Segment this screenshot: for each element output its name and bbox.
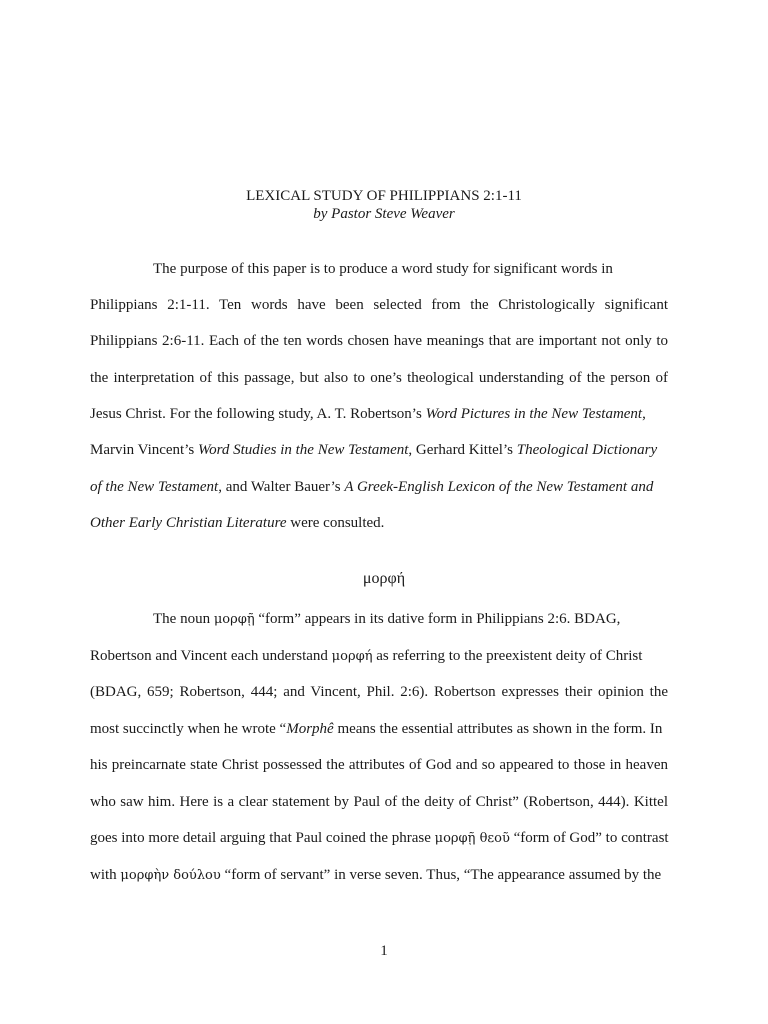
morphe-line-2: [90, 646, 642, 666]
book-title-theological-dictionary: Theological Dictionary: [516, 442, 658, 458]
morphe-line-7-text-a: goes into more detail arguing that Paul coined the phrase: [90, 830, 435, 846]
page-number: 1: [380, 943, 388, 959]
document-title: LEXICAL STUDY OF PHILIPPIANS 2:1-11: [246, 188, 522, 204]
intro-line-6: [90, 440, 657, 460]
morphe-line-2-text-b: as referring to the preexistent deity of Christ: [372, 648, 643, 664]
document-author: by Pastor Steve Weaver: [313, 206, 455, 222]
morphe-line-1-text-b: “form” appears in its dative form in Philippians 2:6. BDAG,: [254, 611, 621, 627]
morphe-line-7-text-b: “form of God” to contrast: [509, 830, 669, 846]
book-title-word-studies: Word Studies in the New Testament: [197, 442, 409, 458]
morphe-line-4-text-a: most succinctly when he wrote “: [90, 721, 287, 737]
morphe-line-7: [90, 828, 669, 848]
intro-line-8-text: were consulted.: [286, 515, 385, 531]
morphe-line-6: who saw him. Here is a clear statement by Paul of the deity of Christ” (Robertson, 444). Kittel: [90, 794, 668, 810]
greek-phrase-morphe-theou: μορφῇ θεοῦ: [434, 831, 510, 846]
morphe-line-8: [90, 865, 661, 885]
morphe-line-2-text-a: Robertson and Vincent each understand: [90, 648, 332, 664]
morphe-line-3: (BDAG, 659; Robertson, 444; and Vincent, Phil. 2:6). Robertson expresses their opinion the: [90, 684, 668, 700]
intro-line-5: [90, 404, 646, 424]
intro-line-5-text: Jesus Christ. For the following study, A. T. Robertson’s: [90, 406, 426, 422]
morphe-line-4-text-b: means the essential attributes as shown in the form. In: [333, 721, 663, 737]
book-title-word-pictures: Word Pictures in the New Testament: [425, 406, 643, 422]
morphe-italic-term: Morphê: [286, 721, 334, 737]
intro-line-2: Philippians 2:1-11. Ten words have been selected from the Christologically significant: [90, 297, 668, 313]
intro-line-7-text: , and Walter Bauer’s: [218, 479, 345, 495]
intro-line-7: [90, 477, 653, 497]
morphe-line-4: [90, 719, 662, 739]
intro-line-4: the interpretation of this passage, but also to one’s theological understanding of the person of: [90, 370, 668, 386]
morphe-line-8-text-a: with: [90, 867, 121, 883]
intro-line-3: Philippians 2:6-11. Each of the ten words chosen have meanings that are important not only to: [90, 333, 668, 349]
morphe-line-1-text-a: The noun: [153, 611, 214, 627]
morphe-line-5: his preincarnate state Christ possessed the attributes of God and so appeared to those in heaven: [90, 757, 668, 773]
intro-line-5-comma: ,: [642, 406, 646, 422]
intro-line-6-text-b: , Gerhard Kittel’s: [408, 442, 517, 458]
greek-word-morphe: μορφή: [331, 649, 373, 664]
morphe-line-8-text-b: “form of servant” in verse seven. Thus, “The appearance assumed by the: [220, 867, 662, 883]
intro-line-8: [90, 513, 384, 533]
section-heading-morphe: μορφή: [362, 570, 406, 587]
greek-word-morphe-dative: μορφῇ: [213, 612, 255, 627]
book-title-other-early-christian-literature: Other Early Christian Literature: [90, 515, 287, 531]
greek-phrase-morphen-doulou: μορφὴν δούλου: [120, 868, 221, 883]
book-title-greek-english-lexicon: A Greek-English Lexicon of the New Testament and: [344, 479, 654, 495]
morphe-line-1: [153, 609, 668, 629]
intro-line-1: The purpose of this paper is to produce a word study for significant words in: [153, 261, 613, 277]
intro-line-6-text-a: Marvin Vincent’s: [90, 442, 198, 458]
book-title-of-the-new-testament: of the New Testament: [90, 479, 219, 495]
